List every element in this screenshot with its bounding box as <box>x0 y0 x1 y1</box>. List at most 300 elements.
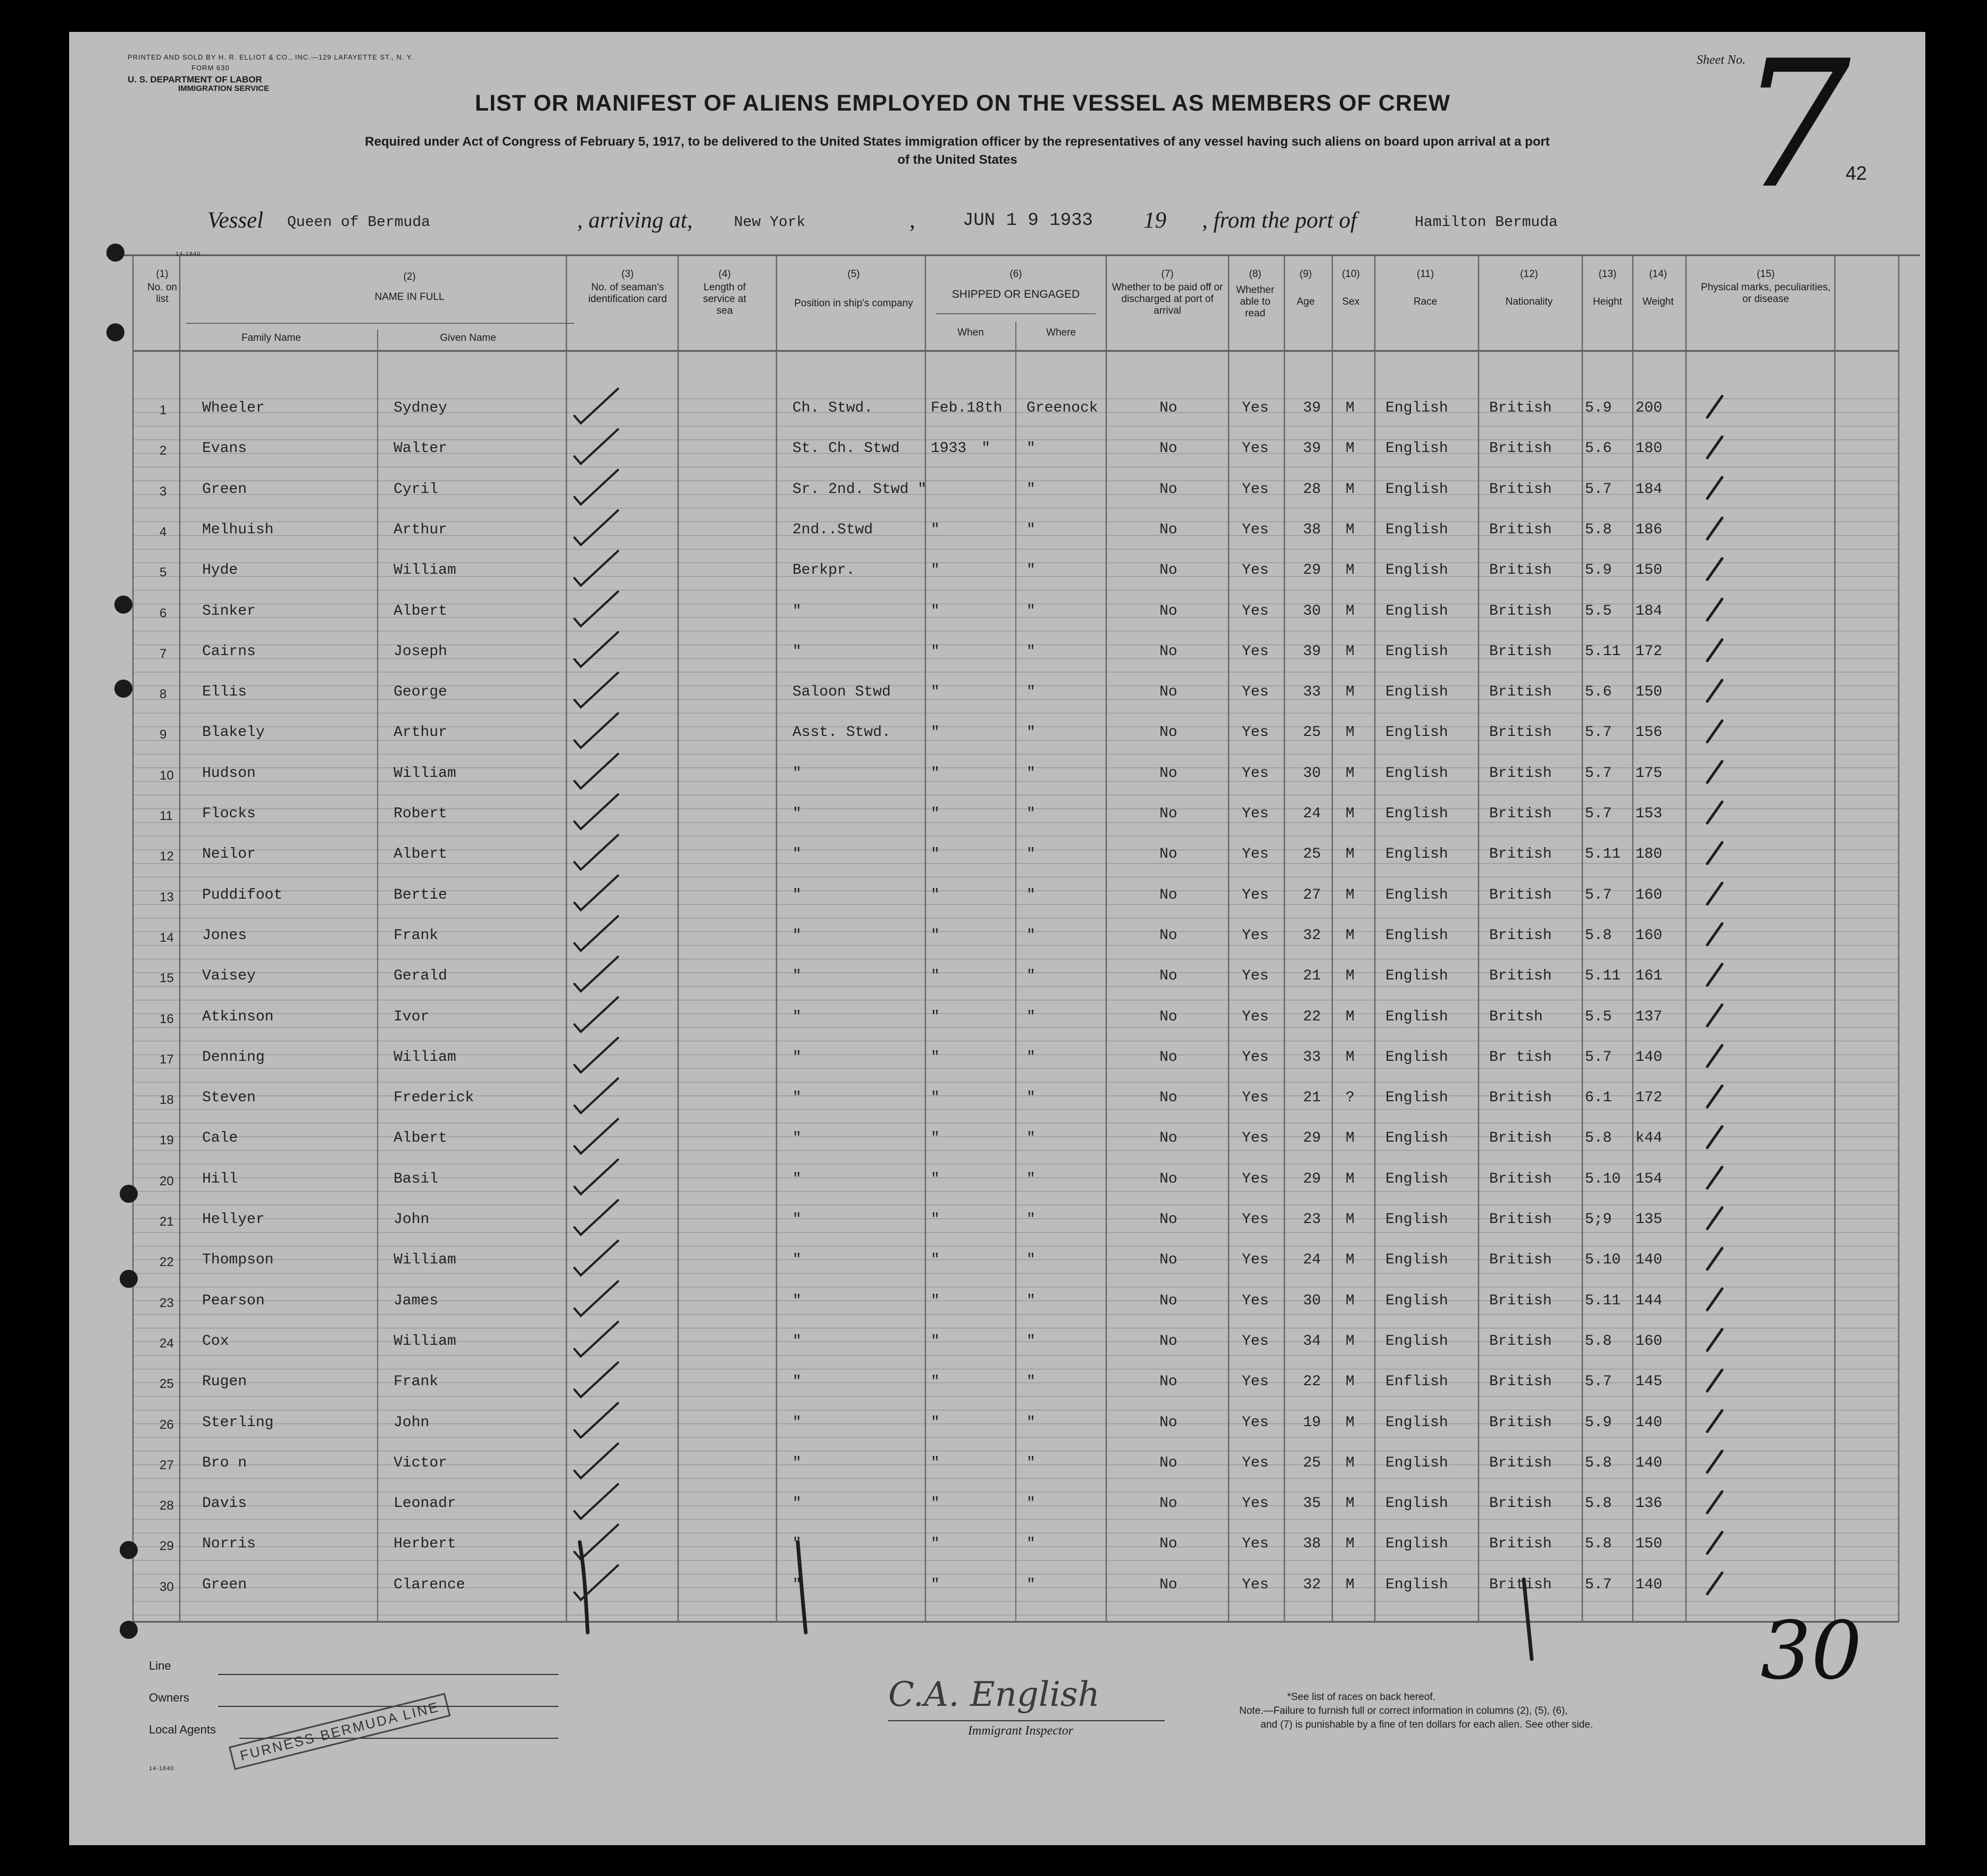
cell-race: English <box>1385 724 1448 741</box>
physical-check-mark <box>1707 883 1722 904</box>
cell-family: Neilor <box>202 846 256 863</box>
id-card-check-mark <box>574 754 618 789</box>
cell-race: English <box>1385 968 1448 985</box>
cell-race: English <box>1385 1536 1448 1553</box>
id-card-check-mark <box>574 1160 618 1194</box>
cell-position: " <box>792 1211 802 1228</box>
cell-age: 33 <box>1303 684 1321 701</box>
cell-nat: British <box>1489 846 1552 863</box>
cell-weight: 186 <box>1635 521 1663 538</box>
cell-family: Denning <box>202 1049 265 1066</box>
cell-height: 5.11 <box>1585 968 1621 985</box>
cell-no: 12 <box>160 849 174 864</box>
cell-position: Saloon Stwd <box>792 684 891 701</box>
cell-sex: M <box>1346 1049 1355 1066</box>
cell-height: 5.7 <box>1585 1374 1612 1391</box>
cell-nat: British <box>1489 400 1552 416</box>
cell-height: 5.11 <box>1585 1292 1621 1309</box>
cell-when: " <box>931 1252 940 1269</box>
cell-position: Asst. Stwd. <box>792 724 891 741</box>
cell-sex: M <box>1346 643 1355 660</box>
cell-height: 5.7 <box>1585 806 1612 822</box>
line-underline <box>218 1674 558 1675</box>
cell-no: 25 <box>160 1377 174 1392</box>
col-num-2: (2) <box>403 271 416 282</box>
cell-height: 5.5 <box>1585 1008 1612 1025</box>
cell-race: English <box>1385 1333 1448 1350</box>
cell-family: Davis <box>202 1495 247 1512</box>
cell-height: 5.8 <box>1585 1495 1612 1512</box>
cell-nat: British <box>1489 1536 1552 1553</box>
cell-position: " <box>792 1576 802 1593</box>
col-head-nationality: Nationality <box>1505 296 1553 307</box>
cell-where: " <box>1026 968 1036 985</box>
cell-weight: 140 <box>1635 1049 1663 1066</box>
cell-race: English <box>1385 400 1448 416</box>
cell-family: Blakely <box>202 724 265 741</box>
cell-nat: British <box>1489 602 1552 619</box>
cell-nat: British <box>1489 927 1552 944</box>
cell-position: " <box>792 1130 802 1147</box>
cell-nat: British <box>1489 1414 1552 1431</box>
physical-check-mark <box>1707 478 1722 499</box>
cell-nat: Br tish <box>1489 1049 1552 1066</box>
cell-race: English <box>1385 481 1448 498</box>
cell-sex: M <box>1346 886 1355 903</box>
cell-no: 13 <box>160 890 174 904</box>
col-head-position: Position in ship's company <box>794 298 913 309</box>
cell-position: 2nd..Stwd <box>792 521 873 538</box>
cell-when: " <box>931 1049 940 1066</box>
id-card-check-mark <box>574 673 618 707</box>
department-label: U. S. DEPARTMENT OF LABOR <box>128 74 262 85</box>
cell-read: Yes <box>1242 602 1269 619</box>
cell-nat: British <box>1489 1211 1552 1228</box>
cell-age: 29 <box>1303 1130 1321 1147</box>
cell-height: 5.11 <box>1585 846 1621 863</box>
cell-race: English <box>1385 1495 1448 1512</box>
cell-when: " <box>931 1008 940 1025</box>
cell-where: " <box>1026 1252 1036 1269</box>
inspector-signature: C.A. English <box>888 1675 1100 1714</box>
cell-position: " <box>792 1252 802 1269</box>
cell-nat: British <box>1489 968 1552 985</box>
cell-no: 22 <box>160 1255 174 1270</box>
cell-family: Green <box>202 481 247 498</box>
cell-where: " <box>1026 846 1036 863</box>
cell-paid: No <box>1159 1170 1178 1187</box>
cell-weight: 160 <box>1635 1333 1663 1350</box>
col-num-4: (4) <box>718 269 731 280</box>
id-card-check-mark <box>574 389 618 423</box>
cell-paid: No <box>1159 765 1178 782</box>
cell-weight: 150 <box>1635 562 1663 579</box>
cell-paid: No <box>1159 643 1178 660</box>
cell-family: Vaisey <box>202 968 256 985</box>
cell-nat: British <box>1489 1090 1552 1107</box>
col-num-5: (5) <box>847 269 860 280</box>
cell-race: English <box>1385 1292 1448 1309</box>
cell-family: Thompson <box>202 1252 274 1269</box>
cell-weight: 144 <box>1635 1292 1663 1309</box>
cell-no: 6 <box>160 606 167 621</box>
cell-weight: 150 <box>1635 684 1663 701</box>
from-port-label: , from the port of <box>1202 208 1357 233</box>
cell-age: 30 <box>1303 1292 1321 1309</box>
cell-when: " <box>931 806 940 822</box>
id-card-check-mark <box>574 835 618 869</box>
cell-no: 7 <box>160 646 167 661</box>
cell-where: " <box>1026 481 1036 498</box>
cell-family: Flocks <box>202 806 256 822</box>
physical-check-mark <box>1707 1492 1722 1513</box>
cell-read: Yes <box>1242 1576 1269 1593</box>
cell-weight: 175 <box>1635 765 1663 782</box>
cell-position: " <box>792 886 802 903</box>
id-card-check-mark <box>574 1484 618 1519</box>
vessel-name: Queen of Bermuda <box>287 214 430 231</box>
cell-where: " <box>1026 562 1036 579</box>
cell-given: William <box>394 1252 456 1269</box>
cell-read: Yes <box>1242 440 1269 457</box>
cell-race: English <box>1385 1454 1448 1471</box>
physical-check-mark <box>1707 1208 1722 1229</box>
cell-paid: No <box>1159 1008 1178 1025</box>
cell-family: Wheeler <box>202 400 265 416</box>
col-head-given: Given Name <box>440 332 496 344</box>
cell-paid: No <box>1159 846 1178 863</box>
cell-family: Cox <box>202 1333 229 1350</box>
cell-given: Bertie <box>394 886 447 903</box>
cell-given: George <box>394 684 447 701</box>
physical-check-mark <box>1707 396 1722 417</box>
races-note: *See list of races on back hereof. <box>1287 1691 1435 1703</box>
physical-check-mark <box>1707 924 1722 945</box>
physical-check-mark <box>1707 721 1722 742</box>
cell-read: Yes <box>1242 400 1269 416</box>
cell-race: English <box>1385 1090 1448 1107</box>
cell-paid: No <box>1159 1049 1178 1066</box>
year-prefix: 19 <box>1143 208 1166 233</box>
cell-sex: M <box>1346 602 1355 619</box>
cell-height: 5.10 <box>1585 1170 1621 1187</box>
cell-family: Cale <box>202 1130 238 1147</box>
cell-race: English <box>1385 806 1448 822</box>
cell-given: William <box>394 765 456 782</box>
cell-when: " <box>931 521 940 538</box>
cell-read: Yes <box>1242 1049 1269 1066</box>
cell-paid: No <box>1159 1374 1178 1391</box>
cell-height: 5.8 <box>1585 1333 1612 1350</box>
cell-no: 18 <box>160 1093 174 1108</box>
cell-where: " <box>1026 684 1036 701</box>
id-card-check-mark <box>574 1362 618 1397</box>
cell-age: 24 <box>1303 1252 1321 1269</box>
physical-check-mark <box>1707 1411 1722 1432</box>
id-card-check-mark <box>574 1038 618 1073</box>
cell-when: " <box>931 968 940 985</box>
cell-sex: M <box>1346 521 1355 538</box>
cell-age: 22 <box>1303 1008 1321 1025</box>
cell-paid: No <box>1159 806 1178 822</box>
id-card-check-mark <box>574 551 618 585</box>
cell-read: Yes <box>1242 1252 1269 1269</box>
cell-height: 5.8 <box>1585 927 1612 944</box>
subtitle-line-2: of the United States <box>897 153 1017 167</box>
cell-where: " <box>1026 886 1036 903</box>
cell-sex: ? <box>1346 1090 1355 1107</box>
cell-given: Frank <box>394 927 439 944</box>
cell-no: 24 <box>160 1336 174 1351</box>
cell-age: 30 <box>1303 602 1321 619</box>
cell-weight: 150 <box>1635 1536 1663 1553</box>
id-card-check-mark <box>574 998 618 1032</box>
cell-read: Yes <box>1242 643 1269 660</box>
cell-when: " <box>931 1130 940 1147</box>
id-card-check-mark <box>574 429 618 464</box>
cell-race: English <box>1385 1008 1448 1025</box>
physical-check-mark <box>1707 1248 1722 1269</box>
cell-family: Bro n <box>202 1454 247 1471</box>
cell-height: 5.5 <box>1585 602 1612 619</box>
col-head-where: Where <box>1046 327 1076 338</box>
cell-height: 5.7 <box>1585 765 1612 782</box>
cell-given: Frank <box>394 1374 439 1391</box>
col-num-14: (14) <box>1649 269 1667 280</box>
cell-paid: No <box>1159 521 1178 538</box>
id-card-check-mark <box>574 916 618 951</box>
cell-weight: 156 <box>1635 724 1663 741</box>
cell-age: 32 <box>1303 927 1321 944</box>
cell-read: Yes <box>1242 1374 1269 1391</box>
cell-sex: M <box>1346 1536 1355 1553</box>
id-card-check-mark <box>574 1200 618 1235</box>
cell-where: " <box>1026 724 1036 741</box>
cell-nat: Britsh <box>1489 1008 1543 1025</box>
cell-given: Cyril <box>394 481 439 498</box>
cell-given: Albert <box>394 1130 447 1147</box>
physical-check-mark <box>1707 1045 1722 1067</box>
id-card-check-mark <box>574 1282 618 1316</box>
comma: , <box>909 208 915 233</box>
cell-where: " <box>1026 602 1036 619</box>
col-num-8: (8) <box>1249 269 1262 280</box>
cell-paid: No <box>1159 1536 1178 1553</box>
company-stamp: FURNESS BERMUDA LINE <box>229 1693 451 1770</box>
id-card-check-mark <box>574 1119 618 1153</box>
cell-no: 30 <box>160 1579 174 1594</box>
cell-where: " <box>1026 765 1036 782</box>
cell-no: 1 <box>160 403 167 417</box>
cell-when: 1933 " <box>931 440 991 457</box>
cell-race: English <box>1385 1252 1448 1269</box>
cell-given: Frederick <box>394 1090 474 1107</box>
cell-paid: No <box>1159 1454 1178 1471</box>
cell-position: " <box>792 1374 802 1391</box>
cell-height: 6.1 <box>1585 1090 1612 1107</box>
cell-race: English <box>1385 602 1448 619</box>
cell-given: Arthur <box>394 724 447 741</box>
cell-sex: M <box>1346 1333 1355 1350</box>
cell-age: 28 <box>1303 481 1321 498</box>
cell-height: 5.8 <box>1585 1536 1612 1553</box>
arriving-label: , arriving at, <box>577 208 693 233</box>
cell-sex: M <box>1346 1374 1355 1391</box>
cell-sex: M <box>1346 684 1355 701</box>
cell-sex: M <box>1346 1495 1355 1512</box>
cell-read: Yes <box>1242 1008 1269 1025</box>
cell-weight: 154 <box>1635 1170 1663 1187</box>
cell-when: " <box>931 927 940 944</box>
cell-read: Yes <box>1242 1495 1269 1512</box>
cell-weight: 140 <box>1635 1576 1663 1593</box>
cell-age: 38 <box>1303 521 1321 538</box>
cell-no: 26 <box>160 1417 174 1432</box>
column-end-stroke <box>798 1542 806 1632</box>
cell-given: Walter <box>394 440 447 457</box>
cell-no: 28 <box>160 1498 174 1513</box>
cell-age: 32 <box>1303 1576 1321 1593</box>
cell-nat: British <box>1489 886 1552 903</box>
cell-race: English <box>1385 562 1448 579</box>
col-head-paidoff: Whether to be paid off or discharged at port of arrival <box>1112 282 1223 316</box>
cell-no: 17 <box>160 1052 174 1067</box>
cell-height: 5.10 <box>1585 1252 1621 1269</box>
cell-paid: No <box>1159 1292 1178 1309</box>
cell-sex: M <box>1346 1170 1355 1187</box>
cell-read: Yes <box>1242 968 1269 985</box>
cell-no: 9 <box>160 727 167 742</box>
cell-read: Yes <box>1242 684 1269 701</box>
cell-position: " <box>792 1333 802 1350</box>
cell-read: Yes <box>1242 806 1269 822</box>
binder-hole <box>120 1541 138 1559</box>
cell-age: 29 <box>1303 562 1321 579</box>
cell-sex: M <box>1346 1008 1355 1025</box>
id-card-check-mark <box>574 1444 618 1478</box>
cell-where: " <box>1026 1090 1036 1107</box>
col-num-9: (9) <box>1299 269 1312 280</box>
physical-check-mark <box>1707 680 1722 701</box>
cell-family: Sterling <box>202 1414 274 1431</box>
id-card-check-mark <box>574 1078 618 1113</box>
cell-read: Yes <box>1242 765 1269 782</box>
physical-check-mark <box>1707 761 1722 783</box>
cell-nat: British <box>1489 806 1552 822</box>
cell-paid: No <box>1159 724 1178 741</box>
column-end-stroke <box>1524 1579 1532 1659</box>
cell-paid: No <box>1159 1090 1178 1107</box>
cell-height: 5.9 <box>1585 400 1612 416</box>
physical-check-mark <box>1707 964 1722 985</box>
cell-family: Sinker <box>202 602 256 619</box>
cell-race: English <box>1385 1414 1448 1431</box>
cell-position: Ch. Stwd. <box>792 400 873 416</box>
cell-no: 3 <box>160 484 167 499</box>
cell-nat: British <box>1489 1454 1552 1471</box>
cell-when: " <box>931 1374 940 1391</box>
cell-nat: British <box>1489 440 1552 457</box>
cell-nat: British <box>1489 1333 1552 1350</box>
cell-paid: No <box>1159 927 1178 944</box>
cell-sex: M <box>1346 1454 1355 1471</box>
cell-weight: 136 <box>1635 1495 1663 1512</box>
arrival-date-stamp: JUN 1 9 1933 <box>963 211 1093 231</box>
id-card-check-mark <box>574 794 618 829</box>
cell-nat: British <box>1489 643 1552 660</box>
cell-read: Yes <box>1242 1536 1269 1553</box>
cell-weight: 160 <box>1635 927 1663 944</box>
cell-weight: 184 <box>1635 481 1663 498</box>
cell-nat: British <box>1489 521 1552 538</box>
cell-where: Greenock <box>1026 400 1098 416</box>
cell-position: Sr. 2nd. Stwd " <box>792 481 927 498</box>
cell-when: " <box>931 1333 940 1350</box>
col-head-physical: Physical marks, peculiarities, or disease <box>1701 282 1831 305</box>
cell-weight: 180 <box>1635 846 1663 863</box>
signature-underline <box>888 1720 1165 1721</box>
col-num-3: (3) <box>621 269 634 280</box>
cell-no: 2 <box>160 443 167 458</box>
cell-race: English <box>1385 1049 1448 1066</box>
cell-when: " <box>931 765 940 782</box>
col-head-age: Age <box>1297 296 1315 307</box>
physical-check-mark <box>1707 599 1722 621</box>
cell-race: English <box>1385 521 1448 538</box>
cell-position: " <box>792 1414 802 1431</box>
cell-height: 5.7 <box>1585 1049 1612 1066</box>
document-title: LIST OR MANIFEST OF ALIENS EMPLOYED ON THE VESSEL AS MEMBERS OF CREW <box>474 90 1451 116</box>
physical-check-mark <box>1707 1126 1722 1148</box>
cell-weight: 180 <box>1635 440 1663 457</box>
cell-age: 21 <box>1303 1090 1321 1107</box>
inspector-label: Immigrant Inspector <box>968 1724 1073 1738</box>
subtitle-line-1: Required under Act of Congress of February 5, 1917, to be delivered to the United States immigration officer by the representatives of any vessel having such aliens on board upon arrival at a port <box>365 135 1550 149</box>
cell-sex: M <box>1346 765 1355 782</box>
cell-when: " <box>931 1090 940 1107</box>
cell-weight: 160 <box>1635 886 1663 903</box>
cell-when: " <box>931 562 940 579</box>
cell-given: William <box>394 562 456 579</box>
cell-age: 33 <box>1303 1049 1321 1066</box>
cell-when: " <box>931 1211 940 1228</box>
cell-weight: 172 <box>1635 1090 1663 1107</box>
cell-given: Joseph <box>394 643 447 660</box>
binder-hole <box>114 596 132 614</box>
col-head-sex: Sex <box>1342 296 1360 307</box>
cell-sex: M <box>1346 806 1355 822</box>
id-card-check-mark <box>574 1403 618 1438</box>
col-head-idcard: No. of seaman's identification card <box>588 282 667 305</box>
cell-nat: British <box>1489 1576 1552 1593</box>
cell-where: " <box>1026 1211 1036 1228</box>
cell-race: English <box>1385 765 1448 782</box>
cell-weight: 184 <box>1635 602 1663 619</box>
cell-no: 14 <box>160 930 174 945</box>
cell-read: Yes <box>1242 927 1269 944</box>
cell-position: " <box>792 1292 802 1309</box>
cell-height: 5.8 <box>1585 1130 1612 1147</box>
cell-when: " <box>931 846 940 863</box>
cell-age: 19 <box>1303 1414 1321 1431</box>
cell-when: " <box>931 1292 940 1309</box>
cell-sex: M <box>1346 400 1355 416</box>
printer-line: PRINTED AND SOLD BY H. R. ELLIOT & CO., INC.—129 LAFAYETTE ST., N. Y. <box>128 53 414 61</box>
cell-given: Victor <box>394 1454 447 1471</box>
cell-where: " <box>1026 1008 1036 1025</box>
cell-read: Yes <box>1242 481 1269 498</box>
cell-nat: British <box>1489 1292 1552 1309</box>
